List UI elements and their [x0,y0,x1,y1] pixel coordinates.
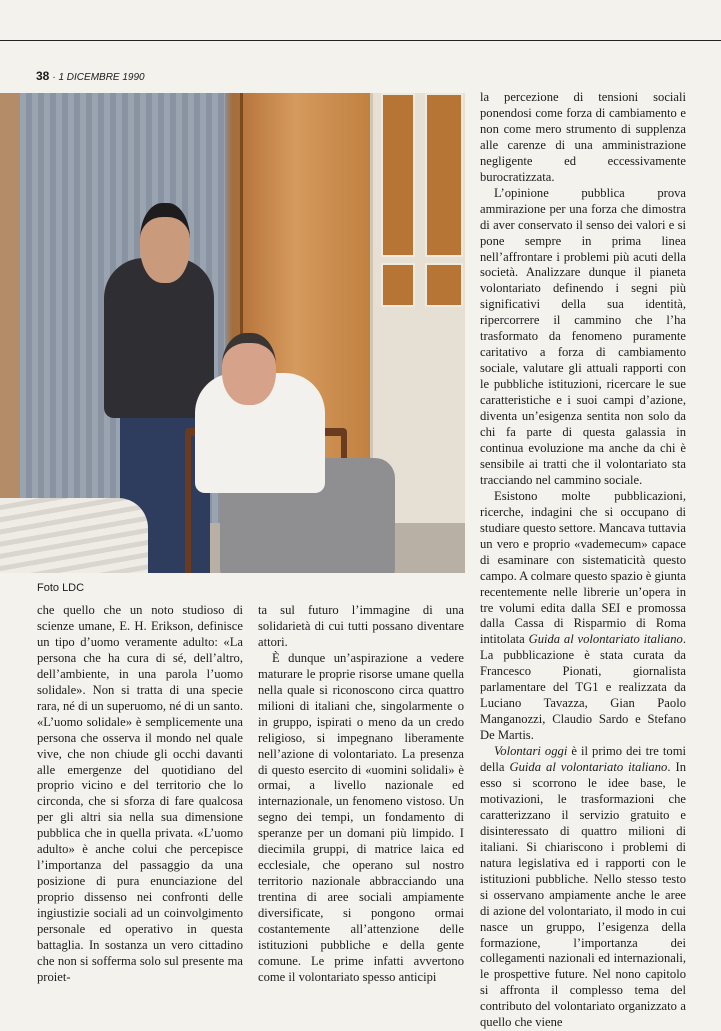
page-number: 38 [36,69,50,83]
book-title: Volontari oggi [494,744,568,759]
book-title: Guida al volontariato italiano [528,632,683,647]
article-column-1 [37,603,243,986]
paragraph [480,489,686,744]
top-rule [0,40,721,41]
article-photo [0,93,465,573]
issue-date: · 1 DICEMBRE 1990 [52,72,145,83]
paragraph: che quello che un noto studioso di scienze umane, E. H. Erikson, definisce un tipo d’uomo veramente adulto: «La persona che ha cura di sé, dell’altro, dell’ambiente, in una parola l’uomo solidale». Non si tratta di una specie rara, né di un superuomo, né di un santo. «L’uomo solidale» è semplicemente una persona che osserva il mondo nel quale vive, che non chiude gli occhi davanti alle emergenze del quotidiano del proprio vicino e del territorio che lo circonda, che si sforza di fare qualcosa per gli altri sia nella sua dimensione pubblica che in quella privata. «L’uomo adulto» è anche colui che percepisce l’importanza del passaggio da una posizione di pura enunciazione del proprio dissenso nei confronti delle ingiustizie sociali ad un coinvolgimento personale ed operativo in questa battaglia. In sostanza un vero cittadino che non si sofferma solo sul presente ma proiet- [37,603,243,984]
photo-bed [0,498,148,573]
paragraph-text: . In esso si scorrono le idee base, le motivazioni, le trasformazioni che caratterizzano il servizio gratuito e disinteressato di quattro milioni di italiani. Si chiariscono i problemi di natura legislativa ed i rapporti con le istituzioni pubbliche. Nello stesso testo si osservano ampiamente anche le aree di azione del volontariato, il modo in cui nasce un gruppo, l’esigenza della formazione, l’importanza dei collegamenti nazionali ed internazionali, le prospettive future. Nel nono capitolo si affronta il complesso tema del contributo del volontariato organizzato a quello che viene [480,760,686,1030]
door-pane [381,263,415,307]
article-column-2 [258,603,464,986]
paragraph: la percezione di tensioni sociali ponendosi come forza di cambiamento e non come mero strumento di supplenza alle carenze di una amministrazione negligente ed eccessivamente burocratizzata. [480,90,686,184]
paragraph: È dunque un’aspirazione a vedere maturare le proprie risorse umane quella nella quale si riconoscono circa quattro milioni di italiani che, singolarmente o in gruppo, ispirati o meno da un credo religioso, si impegnano liberamente nell’azione di volontariato. La presenza di questo esercito di «uomini solidali» è ormai, a livello nazionale ed internazionale, un fenomeno vistoso. Un segno dei tempi, un fondamento di speranze per un domani più limpido. I diecimila gruppi, di matrice laica ed ecclesiale, che operano sul nostro territorio nazionale abbracciando una trentina di aree sociali ampiamente diversificate, si pongono ormai costantemente all’attenzione delle istituzioni pubbliche e della gente comune. Le prime infatti avvertono come il volontariato spesso anticipi [258,650,464,984]
standing-man-head [140,203,190,283]
paragraph: L’opinione pubblica prova ammirazione per una forza che dimostra di aver conservato il senso dei valori e si pone sempre in prima linea nell’affrontare i problemi più acuti della società. Analizzare dunque il pianeta volontariato definendo i segni più significativi della sua identità, ripercorrere il cammino che l’ha trasformato da fenomeno puramente caritativo a forza di cambiamento sociale, valutare gli attuali rapporti con le pubbliche istituzioni, ricercare le sue caratteristiche e i suoi campi d’azione, diventa un’esigenza sentita non solo da chi fa parte di questa galassia in continua evoluzione ma anche da chi è sensibile ai tratti che il volontariato sta tracciando nel cammino sociale. [480,185,686,487]
photo-wall [0,93,20,523]
door-pane [425,93,463,257]
book-title: Guida al volontariato italiano [509,760,668,775]
paragraph-text: . La pubblicazione è stata curata da Francesco Pionati, giornalista parlamentare del TG1 e realizzata da Luciano Tavazza, Gian Paolo Manganozzi, Claudio Sardo e Stefano De Martis. [480,632,686,743]
paragraph-text: Esistono molte pubblicazioni, ricerche, indagini che si occupano di studiare questo settore. Mancava tuttavia un vero e proprio «vademecum» capace di esaminare con sistematicità questo campo. A colmare questo spazio è giunta recentemente nelle librerie un’opera in tre volumi edita dalla SEI e promossa dalla Cassa di Risparmio di Roma intitolata [480,488,686,647]
door-pane [381,93,415,257]
paragraph [480,744,686,1031]
article-column-3 [480,90,686,1031]
paragraph-text: è il primo dei tre tomi della [480,744,686,775]
seated-man-head [222,333,276,405]
photo-caption: Foto LDC [37,582,85,594]
paragraph: ta sul futuro l’immagine di una solidarietà di cui tutti possano diventare attori. [258,603,464,649]
page-folio [36,69,145,83]
door-pane [425,263,463,307]
